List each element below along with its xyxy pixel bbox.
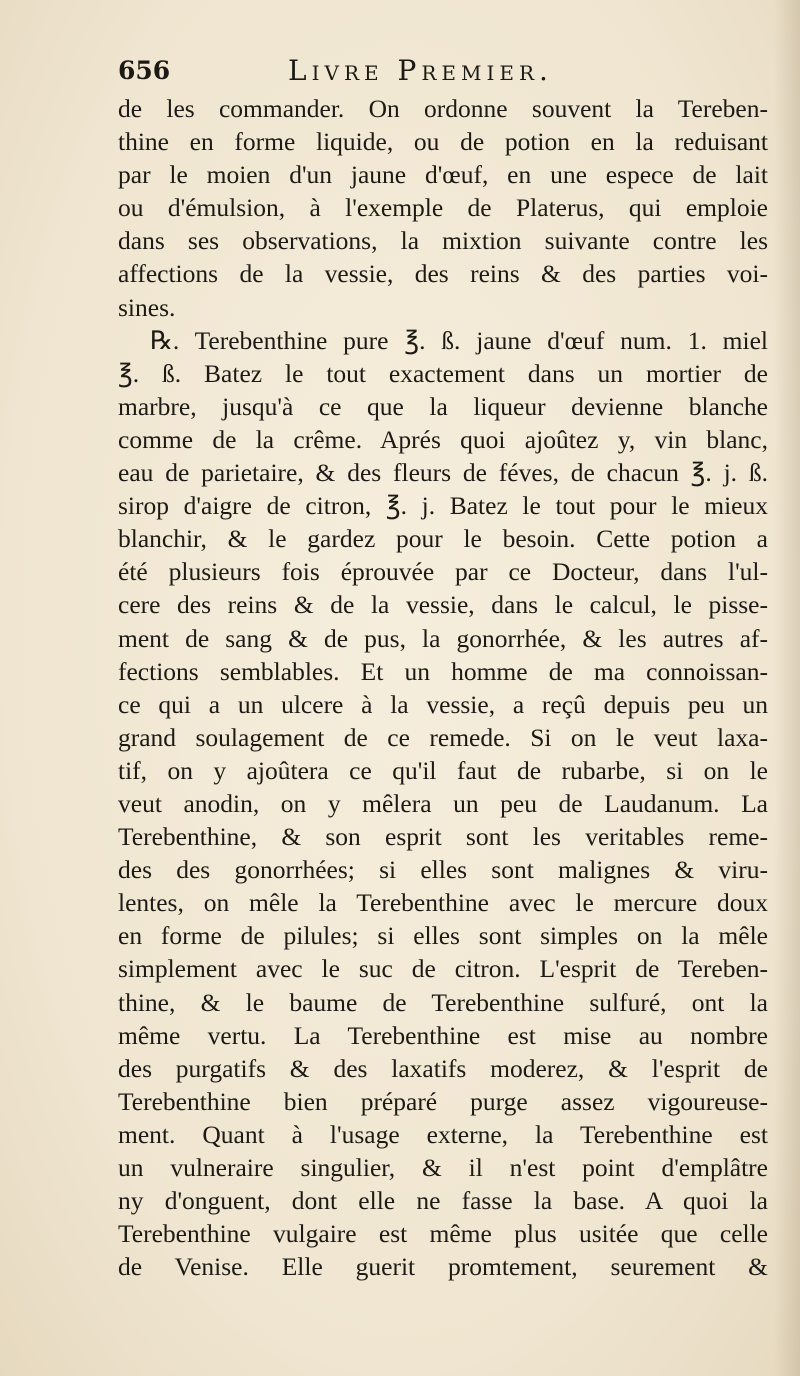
text-line: blanchir, & le gardez pour le besoin. Cette potion a: [118, 524, 768, 554]
text-line: par le moien d'un jaune d'œuf, en une espece de lait: [118, 160, 768, 190]
text-line: ment de sang & de pus, la gonorrhée, & les autres af-: [118, 623, 768, 653]
text-line: même vertu. La Terebenthine est mise au nombre: [118, 1020, 768, 1050]
text-line: sirop d'aigre de citron, ℥. j. Batez le tout pour le mieux: [118, 491, 768, 521]
text-line: veut anodin, on y mêlera un peu de Laudanum. La: [118, 788, 768, 818]
running-head: Livre Premier.: [288, 54, 553, 87]
text-line: ny d'onguent, dont elle ne fasse la base. A quoi la: [118, 1186, 768, 1216]
text-line: de les commander. On ordonne souvent la Tereben-: [118, 94, 768, 123]
text-line: été plusieurs fois éprouvée par ce Docteur, dans l'ul-: [118, 557, 768, 587]
page-gutter-shadow: [774, 0, 800, 1376]
text-line: affections de la vessie, des reins & des parties voi-: [118, 259, 768, 289]
text-line: eau de parietaire, & des fleurs de féves, de chacun ℥. j. ß.: [118, 458, 768, 488]
text-line: ou d'émulsion, à l'exemple de Platerus, qui emploie: [118, 193, 768, 223]
text-line: Terebenthine bien préparé purge assez vigoureuse-: [118, 1086, 768, 1116]
text-line: comme de la crême. Aprés quoi ajoûtez y, vin blanc,: [118, 424, 768, 454]
text-line: dans ses observations, la mixtion suivante contre les: [118, 226, 768, 256]
text-line: grand soulagement de ce remede. Si on le veut laxa-: [118, 722, 768, 752]
text-line: des des gonorrhées; si elles sont malignes & viru-: [118, 855, 768, 885]
page-number: 656: [118, 56, 171, 85]
text-line: lentes, on mêle la Terebenthine avec le mercure doux: [118, 888, 768, 918]
text-line: ment. Quant à l'usage externe, la Terebenthine est: [118, 1119, 768, 1149]
text-line: des purgatifs & des laxatifs moderez, & l'esprit de: [118, 1053, 768, 1083]
text-line: fections semblables. Et un homme de ma connoissan-: [118, 656, 768, 686]
text-line: ℞. Terebenthine pure ℥. ß. jaune d'œuf num. 1. miel: [150, 325, 768, 355]
text-line: en forme de pilules; si elles sont simples on la mêle: [118, 921, 768, 951]
text-line: ce qui a un ulcere à la vessie, a reçû depuis peu un: [118, 689, 768, 719]
text-line: simplement avec le suc de citron. L'esprit de Tereben-: [118, 954, 768, 984]
text-line: thine en forme liquide, ou de potion en la reduisant: [118, 127, 768, 157]
text-line: Terebenthine vulgaire est même plus usitée que celle: [118, 1219, 768, 1249]
text-line: ℥. ß. Batez le tout exactement dans un mortier de: [118, 358, 768, 388]
text-line: Terebenthine, & son esprit sont les veritables reme-: [118, 822, 768, 852]
text-line: tif, on y ajoûtera ce qu'il faut de rubarbe, si on le: [118, 755, 768, 785]
text-line: sines.: [118, 292, 176, 322]
text-line: marbre, jusqu'à ce que la liqueur devienne blanche: [118, 391, 768, 421]
text-line: de Venise. Elle guerit promtement, seurement &: [118, 1252, 768, 1282]
body-text: [118, 92, 768, 1283]
text-line: thine, & le baume de Terebenthine sulfuré, ont la: [118, 987, 768, 1017]
text-line: cere des reins & de la vessie, dans le calcul, le pisse-: [118, 590, 768, 620]
text-line: un vulneraire singulier, & il n'est point d'emplâtre: [118, 1153, 768, 1182]
page-header: [118, 50, 758, 94]
